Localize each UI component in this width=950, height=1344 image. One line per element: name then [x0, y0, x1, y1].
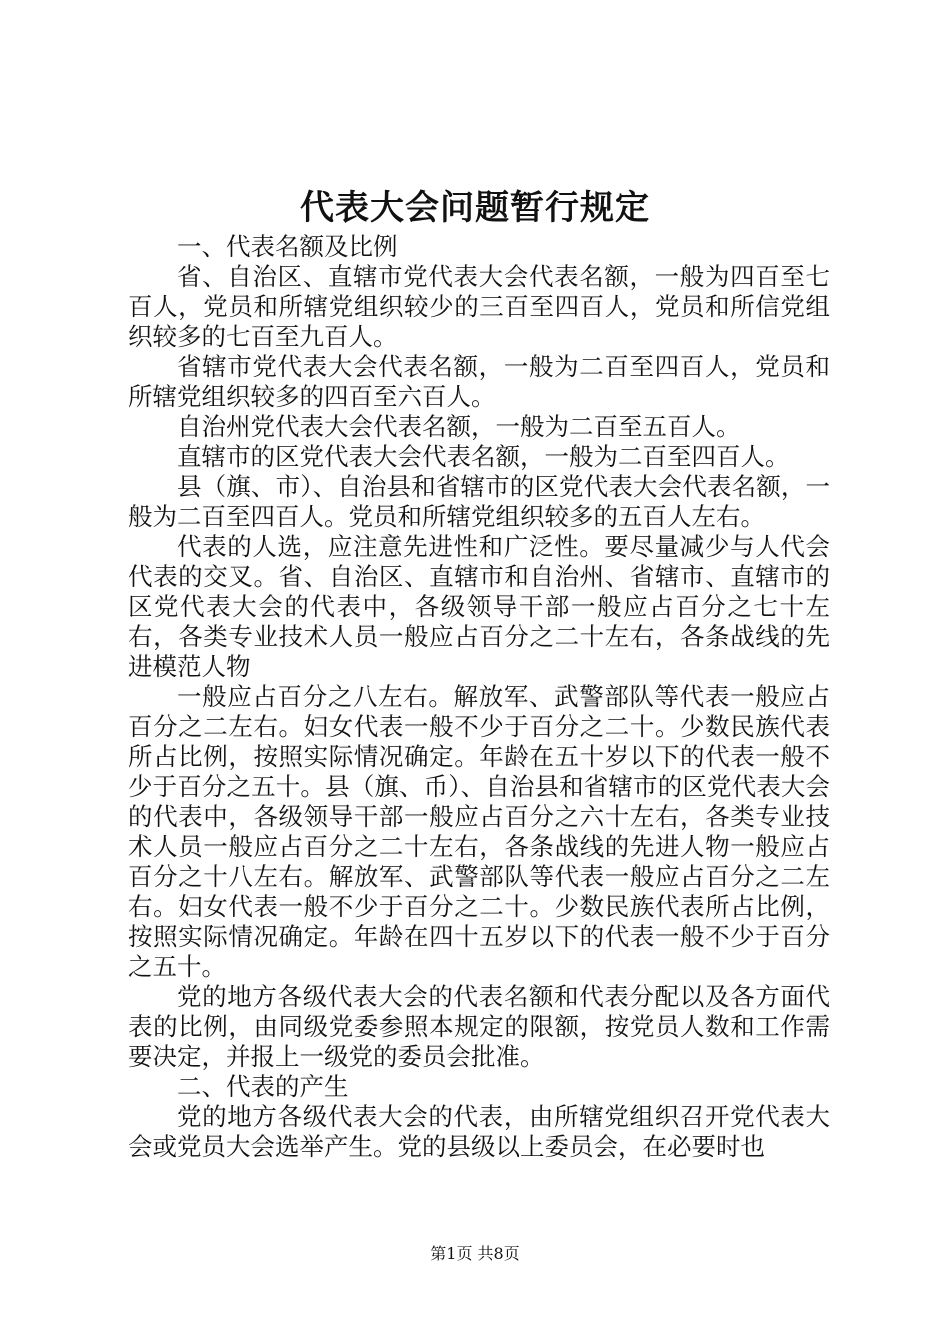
paragraph: 省、自治区、直辖市党代表大会代表名额，一般为四百至七百人，党员和所辖党组织较少的三百至四百人，党员和所信党组织较多的七百至九百人。 — [128, 262, 830, 351]
paragraph: 直辖市的区党代表大会代表名额，一般为二百至四百人。 — [177, 442, 790, 471]
section-heading-1: 一、代表名额及比例 — [177, 232, 398, 261]
page-number-footer: 第1页 共8页 — [430, 1244, 520, 1263]
paragraph: 县（旗、市）、自治县和省辖市的区党代表大会代表名额，一般为二百至四百人。党员和所辖党组织较多的五百人左右。 — [128, 472, 830, 531]
document-title: 代表大会问题暂行规定 — [300, 188, 650, 228]
paragraph: 自治州党代表大会代表名额，一般为二百至五百人。 — [177, 412, 741, 441]
paragraph: 党的地方各级代表大会的代表，由所辖党组织召开党代表大会或党员大会选举产生。党的县级以上委员会，在必要时也 — [128, 1102, 830, 1161]
paragraph: 党的地方各级代表大会的代表名额和代表分配以及各方面代表的比例，由同级党委参照本规定的限额，按党员人数和工作需要决定，并报上一级党的委员会批准。 — [128, 982, 830, 1071]
paragraph: 代表的人选，应注意先进性和广泛性。要尽量减少与人代会代表的交叉。省、自治区、直辖市和自治州、省辖市、直辖市的区党代表大会的代表中，各级领导干部一般应占百分之七十左右，各类专业技术人员一般应占百分之二十左右，各条战线的先进模范人物 — [128, 532, 830, 681]
paragraph: 一般应占百分之八左右。解放军、武警部队等代表一般应占百分之二左右。妇女代表一般不少于百分之二十。少数民族代表所占比例，按照实际情况确定。年龄在五十岁以下的代表一般不少于百分之五十。县（旗、币）、自治县和省辖市的区党代表大会的代表中，各级领导干部一般应占百分之六十左右，各类专业技术人员一般应占百分之二十左右，各条战线的先进人物一般应占百分之十八左右。解放军、武警部队等代表一般应占百分之二左右。妇女代表一般不少于百分之二十。少数民族代表所占比例，按照实际情况确定。年龄在四十五岁以下的代表一般不少于百分之五十。 — [128, 682, 830, 981]
paragraph: 省辖市党代表大会代表名额，一般为二百至四百人，党员和所辖党组织较多的四百至六百人。 — [128, 352, 830, 411]
document-body — [128, 232, 830, 1162]
section-heading-2: 二、代表的产生 — [177, 1072, 349, 1101]
